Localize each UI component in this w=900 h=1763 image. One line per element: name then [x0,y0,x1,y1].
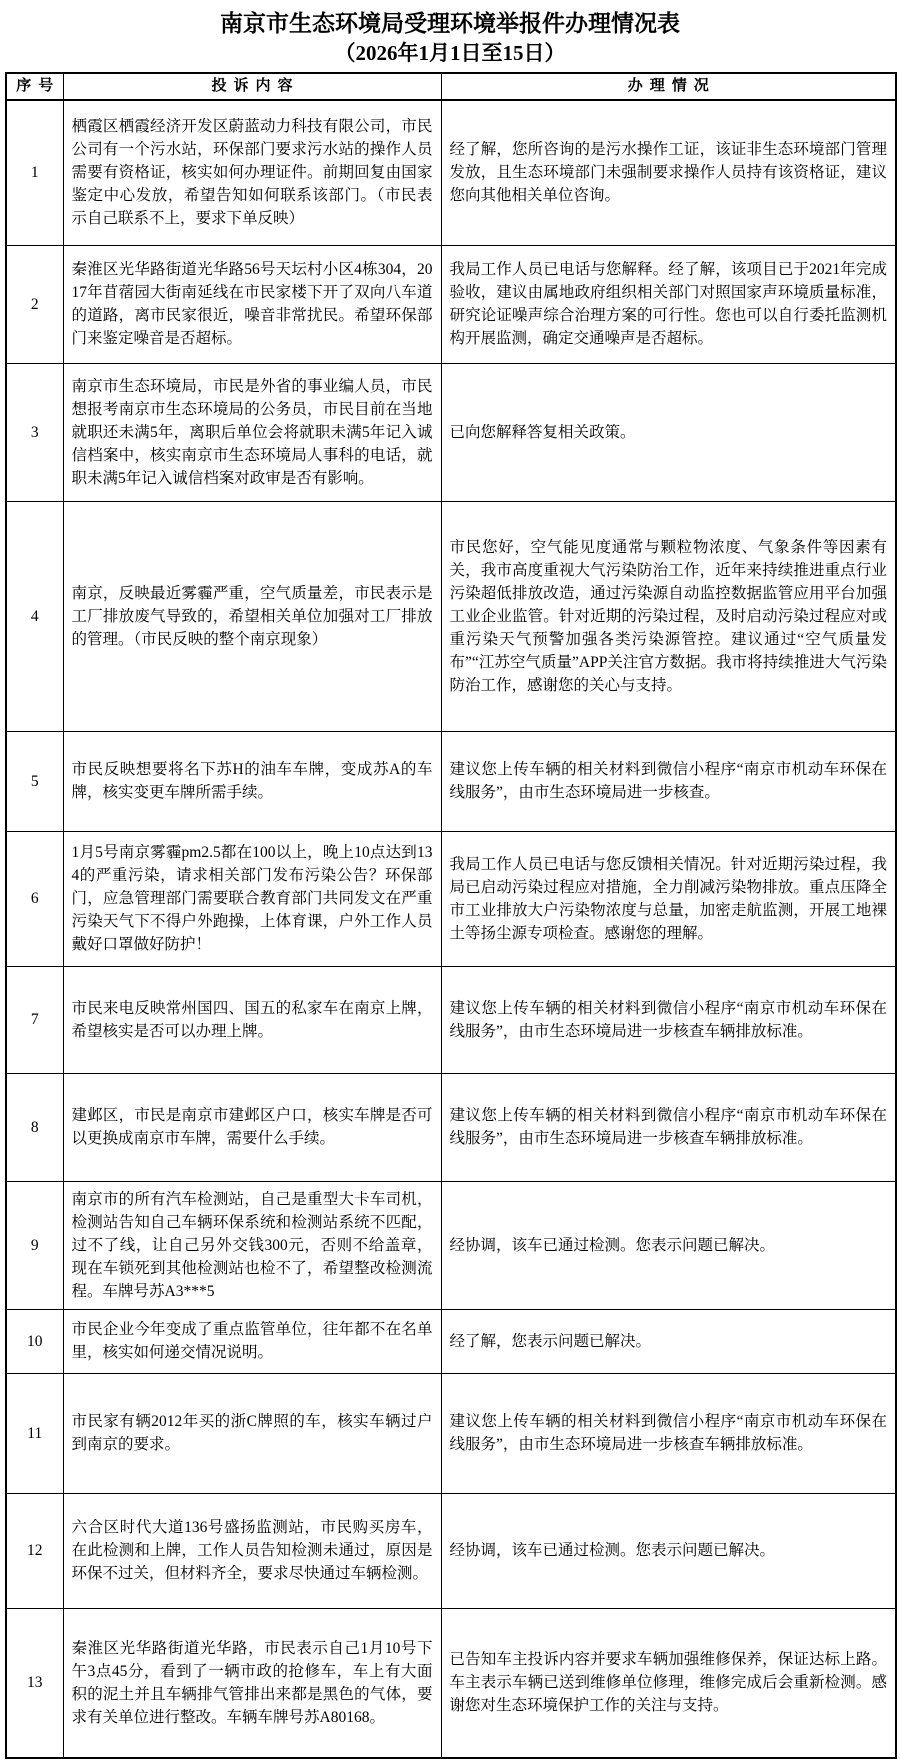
table-row [6,245,896,363]
row-number-cell: 6 [6,831,63,966]
handling-cell: 我局工作人员已电话与您反馈相关情况。针对近期污染过程，我局已启动污染过程应对措施，全力削减污染物排放。重点压降全市工业排放大户污染物浓度与总量，加密走航监测，开展工地裸土等扬尘源专项检查。感谢您的理解。 [441,831,896,966]
col-header-handling: 办理情况 [441,73,896,100]
complaint-cell: 栖霞区栖霞经济开发区蔚蓝动力科技有限公司，市民公司有一个污水站，环保部门要求污水站的操作人员需要有资格证，核实如何办理证件。前期回复由国家鉴定中心发放，希望告知如何联系该部门。（市民表示自己联系不上，要求下单反映） [63,100,441,245]
complaint-cell: 南京，反映最近雾霾严重，空气质量差，市民表示是工厂排放废气导致的，希望相关单位加强对工厂排放的管理。（市民反映的整个南京现象） [63,501,441,731]
table-row [6,1608,896,1758]
handling-cell: 已向您解释答复相关政策。 [441,363,896,501]
table-row [6,1309,896,1373]
handling-cell: 建议您上传车辆的相关材料到微信小程序“南京市机动车环保在线服务”，由市生态环境局进一步核查车辆排放标准。 [441,1073,896,1181]
complaint-cell: 市民反映想要将名下苏H的油车车牌，变成苏A的车牌，核实变更车牌所需手续。 [63,731,441,831]
table-row [6,501,896,731]
row-number-cell: 11 [6,1373,63,1493]
complaint-cell: 六合区时代大道136号盛扬监测站，市民购买房车，在此检测和上牌，工作人员告知检测未通过，原因是环保不过关，但材料齐全，要求尽快通过车辆检测。 [63,1493,441,1608]
handling-cell: 经协调，该车已通过检测。您表示问题已解决。 [441,1493,896,1608]
table-row [6,1181,896,1309]
table-row [6,363,896,501]
handling-cell: 市民您好，空气能见度通常与颗粒物浓度、气象条件等因素有关，我市高度重视大气污染防治工作，近年来持续推进重点行业污染超低排放改造，通过污染源自动监控数据监管应用平台加强工业企业监管。针对近期的污染过程，及时启动污染过程应对或重污染天气预警加强各类污染源管控。建议通过“空气质量发布”“江苏空气质量”APP关注官方数据。我市将持续推进大气污染防治工作，感谢您的关心与支持。 [441,501,896,731]
row-number-cell: 2 [6,245,63,363]
complaints-table [5,72,897,1759]
handling-cell: 经了解，您表示问题已解决。 [441,1309,896,1373]
row-number-cell: 3 [6,363,63,501]
table-row [6,100,896,245]
row-number-cell: 10 [6,1309,63,1373]
row-number-cell: 5 [6,731,63,831]
table-row [6,1373,896,1493]
col-header-complaint: 投诉内容 [63,73,441,100]
complaint-cell: 南京市的所有汽车检测站，自己是重型大卡车司机，检测站告知自己车辆环保系统和检测站系统不匹配，过不了线，让自己另外交钱300元，否则不给盖章，现在车锁死到其他检测站也检不了，希望整改检测流程。车牌号苏A3***5 [63,1181,441,1309]
table-body [6,100,896,1758]
complaint-cell: 市民家有辆2012年买的浙C牌照的车，核实车辆过户到南京的要求。 [63,1373,441,1493]
row-number-cell: 7 [6,966,63,1073]
table-row [6,1073,896,1181]
complaint-cell: 秦淮区光华路街道光华路，市民表示自己1月10号下午3点45分，看到了一辆市政的抢修车，车上有大面积的泥土并且车辆排气管排出来都是黑色的气体，要求有关单位进行整改。车辆车牌号苏A80168。 [63,1608,441,1758]
table-row [6,731,896,831]
handling-cell: 建议您上传车辆的相关材料到微信小程序“南京市机动车环保在线服务”，由市生态环境局进一步核查车辆排放标准。 [441,1373,896,1493]
complaint-cell: 建邺区，市民是南京市建邺区户口，核实车牌是否可以更换成南京市车牌，需要什么手续。 [63,1073,441,1181]
table-header [6,73,896,100]
table-row [6,966,896,1073]
complaint-cell: 市民企业今年变成了重点监管单位，往年都不在名单里，核实如何递交情况说明。 [63,1309,441,1373]
handling-cell: 已告知车主投诉内容并要求车辆加强维修保养，保证达标上路。车主表示车辆已送到维修单位修理，维修完成后会重新检测。感谢您对生态环境保护工作的关注与支持。 [441,1608,896,1758]
page-subtitle: （2026年1月1日至15日） [334,41,566,65]
col-header-no: 序号 [6,73,63,100]
handling-cell: 建议您上传车辆的相关材料到微信小程序“南京市机动车环保在线服务”，由市生态环境局进一步核查车辆排放标准。 [441,966,896,1073]
page-title: 南京市生态环境局受理环境举报件办理情况表 [220,11,680,36]
complaint-cell: 1月5号南京雾霾pm2.5都在100以上，晚上10点达到134的严重污染，请求相关部门发布污染公告？环保部门，应急管理部门需要联合教育部门共同发文在严重污染天气下不得户外跑操，上体育课，户外工作人员戴好口罩做好防护！ [63,831,441,966]
table-row [6,831,896,966]
complaint-cell: 南京市生态环境局，市民是外省的事业编人员，市民想报考南京市生态环境局的公务员，市民目前在当地就职还未满5年，离职后单位会将就职未满5年记入诚信档案中，核实南京市生态环境局人事科的电话，就职未满5年记入诚信档案对政审是否有影响。 [63,363,441,501]
row-number-cell: 8 [6,1073,63,1181]
row-number-cell: 4 [6,501,63,731]
complaint-cell: 市民来电反映常州国四、国五的私家车在南京上牌，希望核实是否可以办理上牌。 [63,966,441,1073]
handling-cell: 我局工作人员已电话与您解释。经了解，该项目已于2021年完成验收，建议由属地政府组织相关部门对照国家声环境质量标准，研究论证噪声综合治理方案的可行性。您也可以自行委托监测机构开展监测，确定交通噪声是否超标。 [441,245,896,363]
table-row [6,1493,896,1608]
row-number-cell: 13 [6,1608,63,1758]
row-number-cell: 12 [6,1493,63,1608]
row-number-cell: 1 [6,100,63,245]
handling-cell: 建议您上传车辆的相关材料到微信小程序“南京市机动车环保在线服务”，由市生态环境局进一步核查。 [441,731,896,831]
header-row [6,73,896,100]
handling-cell: 经协调，该车已通过检测。您表示问题已解决。 [441,1181,896,1309]
handling-cell: 经了解，您所咨询的是污水操作工证，该证非生态环境部门管理发放，且生态环境部门未强制要求操作人员持有该资格证，建议您向其他相关单位咨询。 [441,100,896,245]
complaint-cell: 秦淮区光华路街道光华路56号天坛村小区4栋304，2017年苜蓿园大街南延线在市民家楼下开了双向八车道的道路，离市民家很近，噪音非常扰民。希望环保部门来鉴定噪音是否超标。 [63,245,441,363]
row-number-cell: 9 [6,1181,63,1309]
